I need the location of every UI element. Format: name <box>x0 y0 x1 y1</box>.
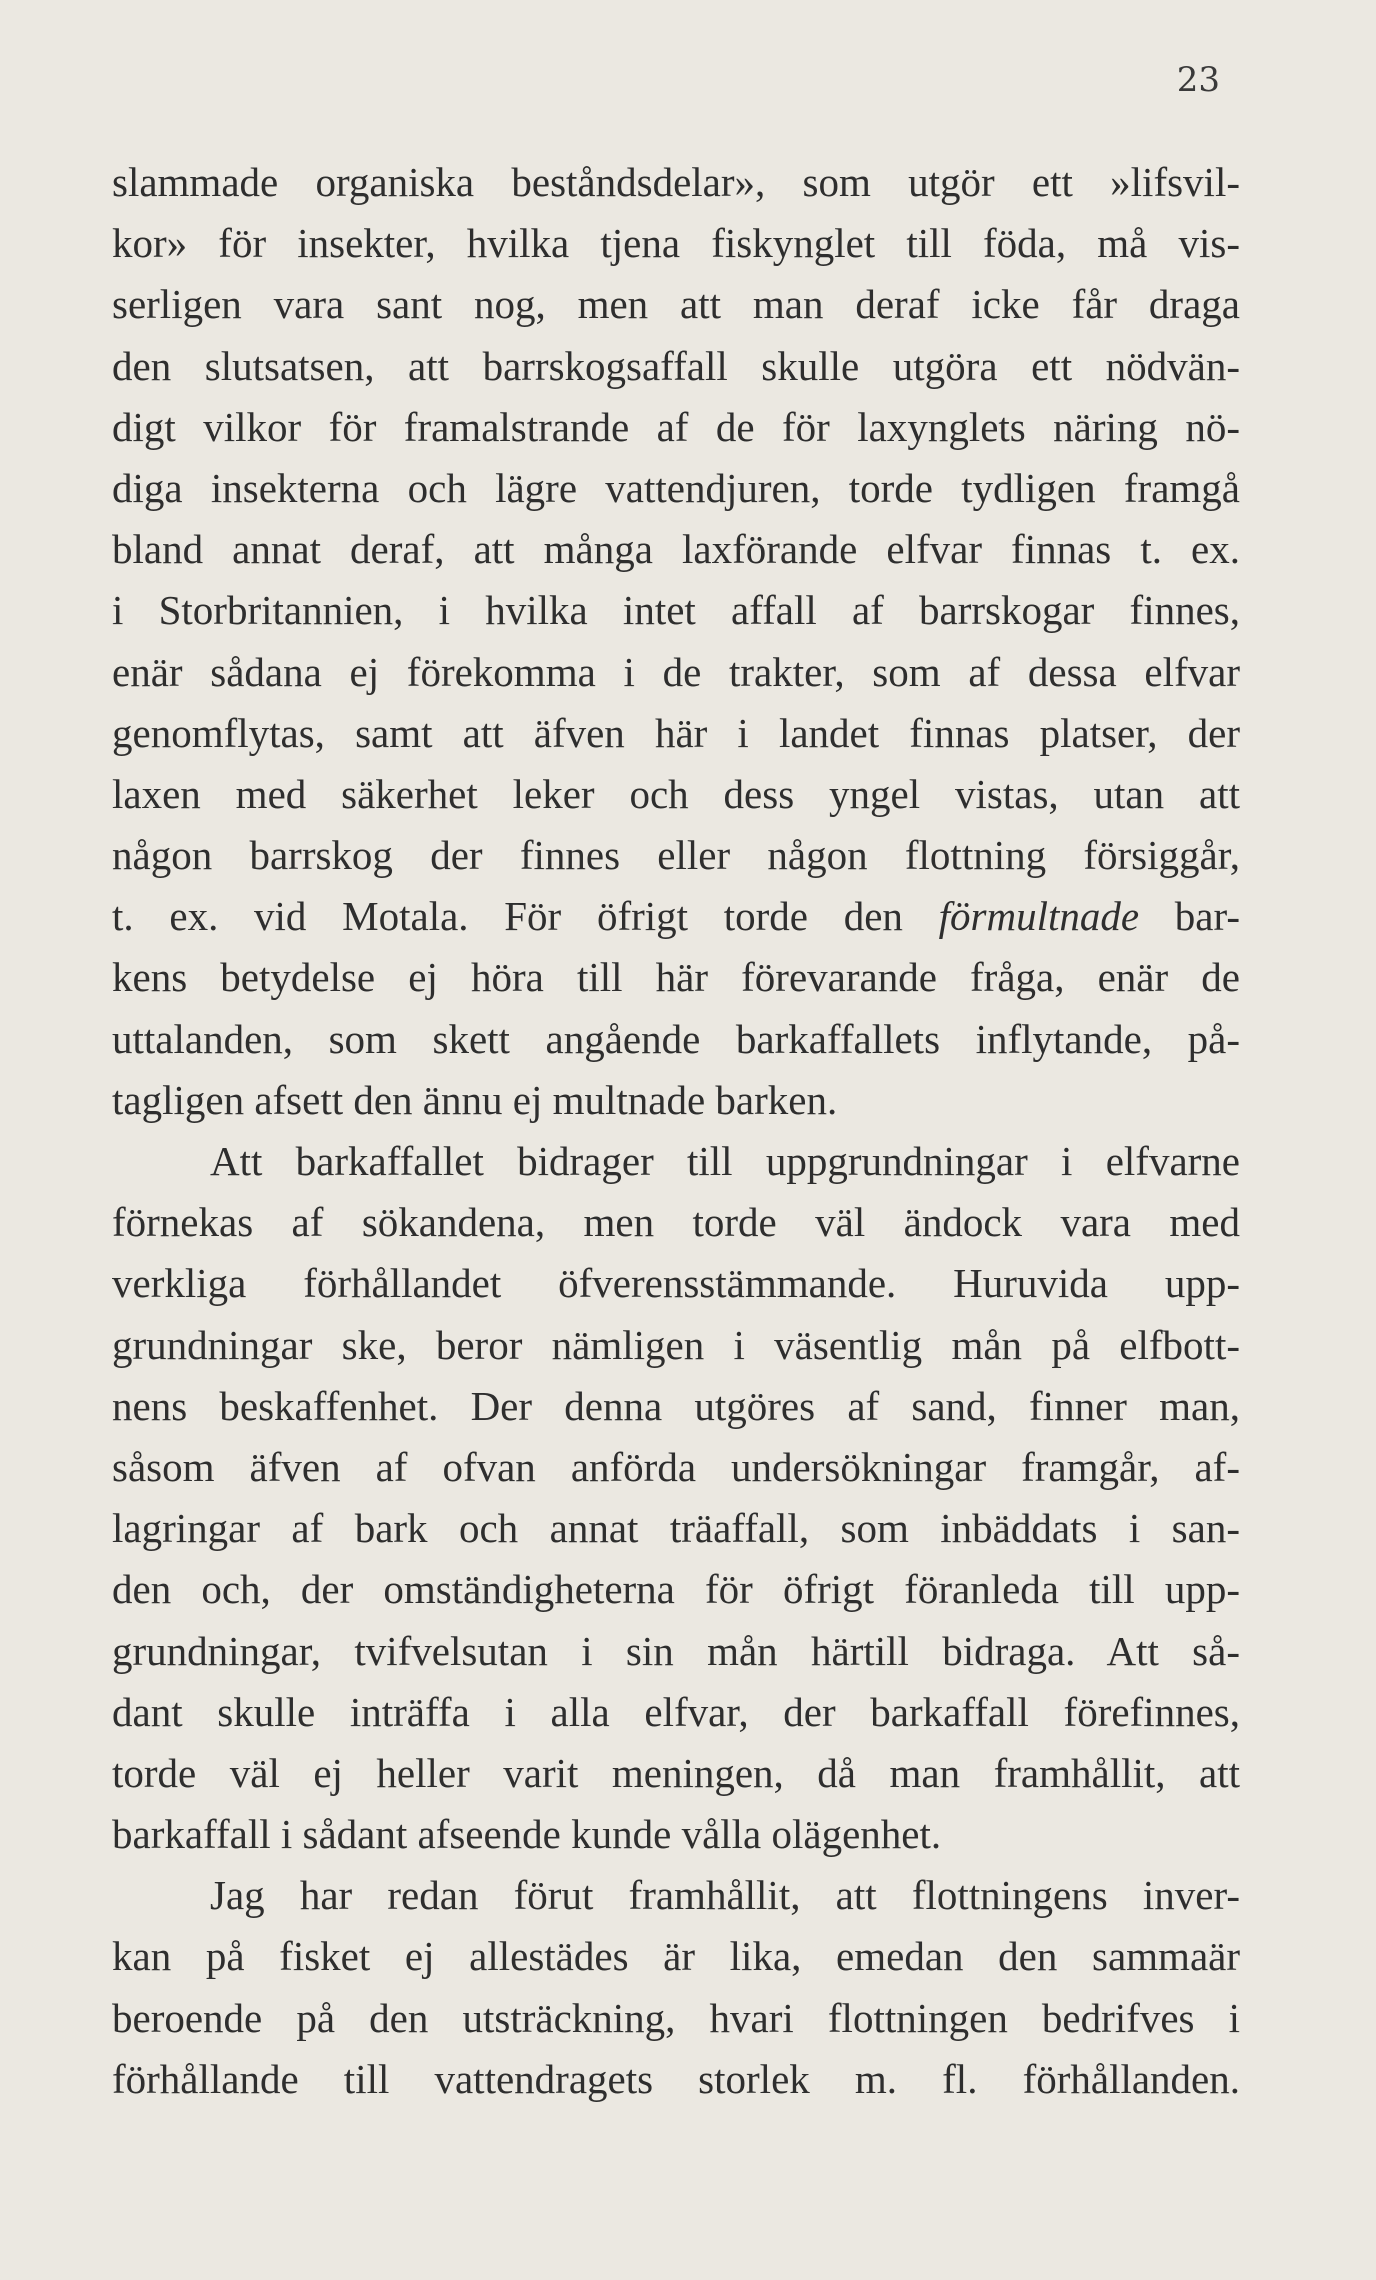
text-line: kens betydelse ej höra till här förevarande fråga, enär de <box>112 954 1240 1001</box>
text-line: den slutsatsen, att barrskogsaffall skulle utgöra ett nödvän- <box>112 342 1240 389</box>
text-line: kor» för insekter, hvilka tjena fiskynglet till föda, må vis- <box>112 220 1240 267</box>
text-line: grundningar, tvifvelsutan i sin mån härtill bidraga. Att så- <box>112 1627 1240 1674</box>
text-line: uttalanden, som skett angående barkaffallets inflytande, på- <box>112 1015 1240 1062</box>
text-line: laxen med säkerhet leker och dess yngel vistas, utan att <box>112 770 1240 817</box>
text-line: i Storbritannien, i hvilka intet affall af barrskogar finnes, <box>112 587 1240 634</box>
page-number: 23 <box>1176 60 1220 100</box>
text-line: kan på fisket ej allestädes är lika, emedan den sammaär <box>112 1933 1240 1980</box>
text-line: diga insekterna och lägre vattendjuren, torde tydligen framgå <box>112 464 1240 511</box>
body-text <box>112 152 1240 2110</box>
text-line-with-italic <box>112 886 1240 947</box>
text-line: den och, der omständigheterna för öfrigt föranleda till upp- <box>112 1566 1240 1613</box>
text-line: någon barrskog der finnes eller någon flottning försiggår, <box>112 832 1240 879</box>
text-line: beroende på den utsträckning, hvari flottningen bedrifves i <box>112 1994 1240 2041</box>
text-line: enär sådana ej förekomma i de trakter, som af dessa elfvar <box>112 648 1240 695</box>
text-line: förnekas af sökandena, men torde väl ändock vara med <box>112 1199 1240 1246</box>
text-line: såsom äfven af ofvan anförda undersökningar framgår, af- <box>112 1443 1240 1490</box>
paragraph-end-line: barkaffall i sådant afseende kunde vålla olägenhet. <box>112 1811 942 1858</box>
paragraph-start-line: Jag har redan förut framhållit, att flottningens inver- <box>210 1872 1240 1919</box>
text-segment: t. ex. vid Motala. För öfrigt torde den <box>112 893 939 940</box>
text-line: verkliga förhållandet öfverensstämmande. Huruvida upp- <box>112 1260 1240 1307</box>
paragraph-start-line: Att barkaffallet bidrager till uppgrundningar i elfvarne <box>210 1138 1240 1184</box>
text-line: serligen vara sant nog, men att man deraf icke får draga <box>112 281 1240 328</box>
paragraph-end-line: tagligen afsett den ännu ej multnade barken. <box>112 1076 838 1123</box>
text-line: torde väl ej heller varit meningen, då man framhållit, att <box>112 1749 1240 1796</box>
text-line: genomflytas, samt att äfven här i landet finnas platser, der <box>112 709 1240 756</box>
text-line: lagringar af bark och annat träaffall, som inbäddats i san- <box>112 1505 1240 1552</box>
italic-word: förmultnade <box>938 893 1140 940</box>
text-line: dant skulle inträffa i alla elfvar, der barkaffall förefinnes, <box>112 1688 1240 1735</box>
text-line: digt vilkor för framalstrande af de för laxynglets näring nö- <box>112 403 1240 450</box>
text-line: bland annat deraf, att många laxförande elfvar finnas t. ex. <box>112 526 1240 573</box>
text-segment: bar- <box>1139 893 1240 940</box>
text-line: nens beskaffenhet. Der denna utgöres af sand, finner man, <box>112 1382 1240 1429</box>
text-line: grundningar ske, beror nämligen i väsentlig mån på elfbott- <box>112 1321 1240 1368</box>
text-line: slammade organiska beståndsdelar», som utgör ett »lifsvil- <box>112 159 1240 205</box>
text-line: förhållande till vattendragets storlek m. fl. förhållanden. <box>112 2055 1240 2102</box>
